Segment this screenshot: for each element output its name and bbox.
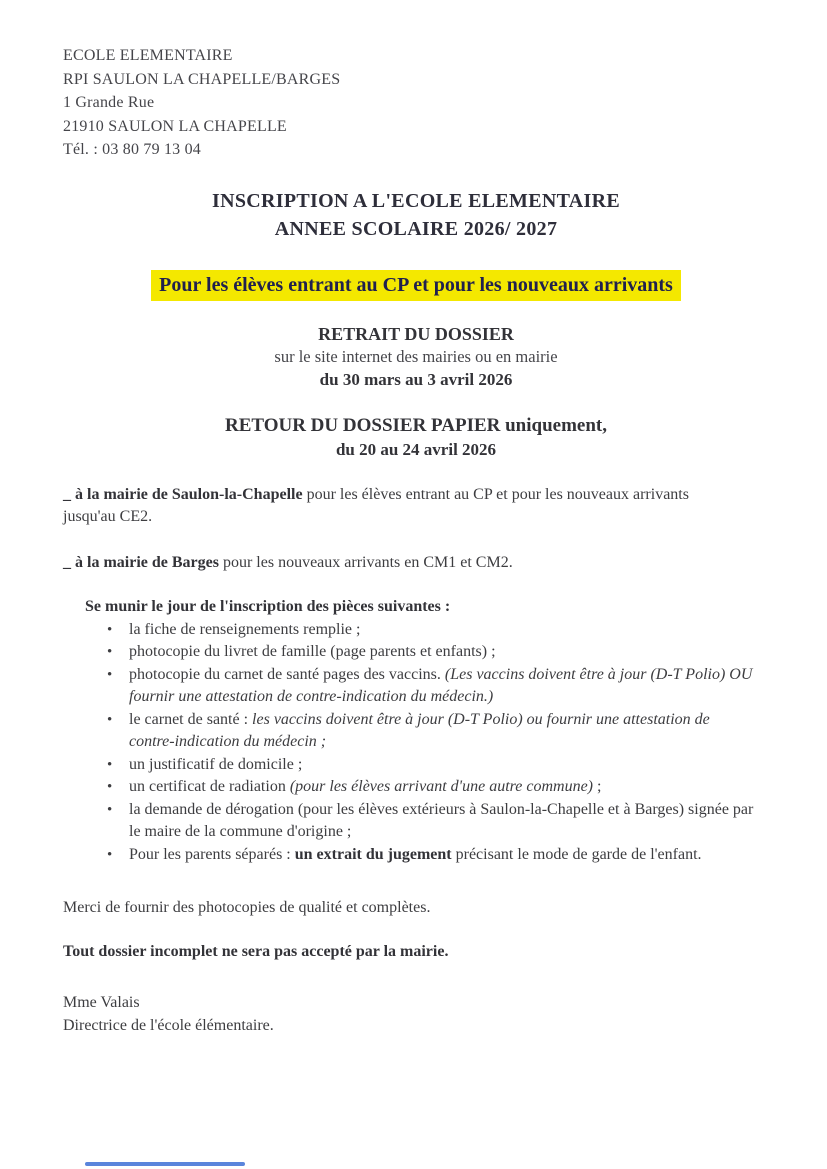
piece-list-item: • photocopie du livret de famille (page parents et enfants) ;	[107, 641, 759, 664]
school-address-block	[63, 44, 769, 162]
mairie-barges-lead: _ à la mairie de Barges	[63, 553, 219, 571]
retour-heading: RETOUR DU DOSSIER PAPIER uniquement,	[224, 414, 607, 436]
mairie-barges-paragraph	[63, 552, 769, 575]
retrait-heading: RETRAIT DU DOSSIER	[318, 323, 514, 344]
piece-list-item: • la fiche de renseignements remplie ;	[107, 619, 759, 642]
pieces-list	[85, 619, 769, 867]
piece-list-item: • un justificatif de domicile ;	[107, 754, 759, 777]
school-name-line: ECOLE ELEMENTAIRE	[63, 47, 233, 64]
piece-list-item: • photocopie du carnet de santé pages des vaccins. (Les vaccins doivent être à jour (D-T Polio) OU fournir une attestation de contre-indication du médecin.)	[107, 664, 759, 709]
piece-list-item: • un certificat de radiation (pour les élèves arrivant d'une autre commune) ;	[107, 776, 759, 799]
pieces-section	[63, 596, 769, 866]
scan-artifact-line	[85, 1162, 245, 1166]
signature-block	[63, 991, 769, 1037]
retrait-dates: du 30 mars au 3 avril 2026	[319, 369, 513, 389]
school-city-line: 21910 SAULON LA CHAPELLE	[63, 117, 287, 135]
school-phone-line: Tél. : 03 80 79 13 04	[63, 141, 201, 158]
highlighted-audience-line: Pour les élèves entrant au CP et pour les nouveaux arrivants	[151, 270, 681, 301]
document-title-line1: INSCRIPTION A L'ECOLE ELEMENTAIRE	[212, 189, 620, 212]
closing-warning: Tout dossier incomplet ne sera pas accepté par la mairie.	[63, 942, 449, 960]
piece-list-item: • la demande de dérogation (pour les élèves extérieurs à Saulon-la-Chapelle et à Barges) signée par le maire de la commune d'origine ;	[107, 799, 759, 844]
retour-dates: du 20 au 24 avril 2026	[335, 439, 497, 459]
school-rpi-line: RPI SAULON LA CHAPELLE/BARGES	[63, 70, 341, 88]
document-title-line2: ANNEE SCOLAIRE 2026/ 2027	[274, 217, 558, 240]
retrait-subline: sur le site internet des mairies ou en mairie	[274, 346, 558, 366]
mairie-barges-rest: pour les nouveaux arrivants en CM1 et CM2.	[218, 553, 513, 571]
retour-section	[63, 414, 769, 461]
mairie-saulon-lead: _ à la mairie de Saulon-la-Chapelle	[63, 485, 303, 503]
document-title	[63, 187, 769, 243]
signature-role: Directrice de l'école élémentaire.	[63, 1017, 274, 1034]
retrait-section	[63, 322, 769, 391]
piece-list-item: • Pour les parents séparés : un extrait du jugement précisant le mode de garde de l'enfant.	[107, 844, 759, 867]
mairie-saulon-rest: pour les élèves entrant au CP et pour les nouveaux arrivants jusqu'au CE2.	[63, 485, 689, 525]
mairie-saulon-paragraph	[63, 484, 769, 529]
closing-thanks: Merci de fournir des photocopies de qualité et complètes.	[63, 899, 431, 916]
school-street-line: 1 Grande Rue	[63, 94, 155, 111]
pieces-intro: Se munir le jour de l'inscription des pièces suivantes :	[85, 598, 451, 615]
highlight-row	[63, 270, 769, 301]
signature-name: Mme Valais	[63, 994, 140, 1011]
piece-list-item: • le carnet de santé : les vaccins doivent être à jour (D-T Polio) ou fournir une attestation de contre-indication du médecin ;	[107, 709, 759, 754]
